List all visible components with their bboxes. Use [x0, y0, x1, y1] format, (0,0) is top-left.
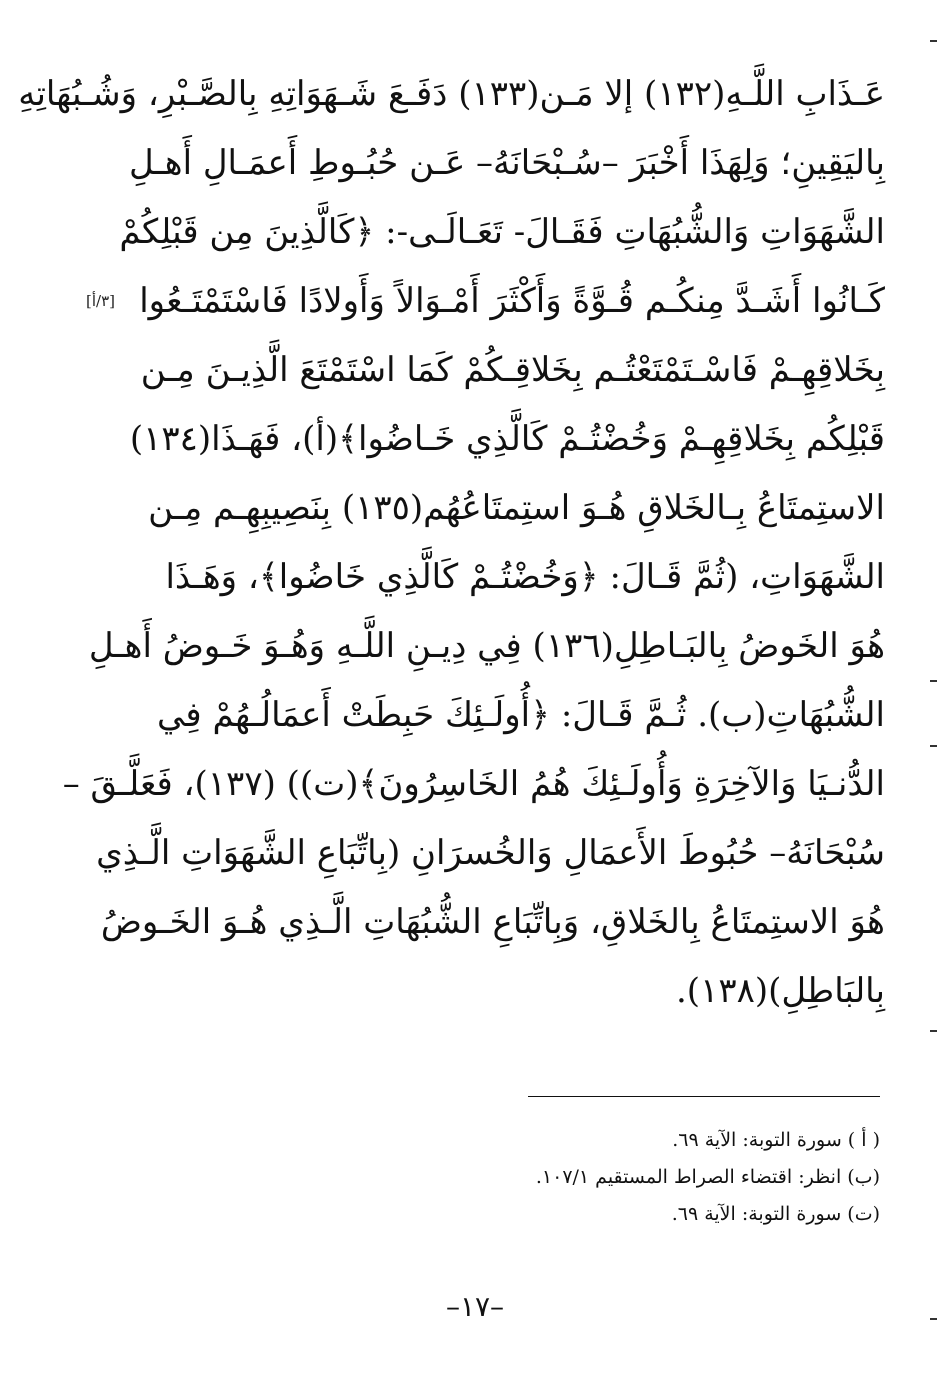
text-line: الشَّهَوَاتِ وَالشُّبُهَاتِ فَقَـالَ- تَعَـالَـى-: ﴿كَالَّذِينَ مِن قَبْلِكُمْ — [119, 212, 885, 252]
footnote-separator — [528, 1096, 880, 1097]
text-line: بِخَلاقِهِـمْ فَاسْـتَمْتَعْتُـم بِخَلاقِـكُمْ كَمَا اسْتَمْتَعَ الَّذِيـنَ مِـن — [140, 350, 885, 390]
text-line: الشُّبُهَاتِ(ب). ثُـمَّ قَـالَ: ﴿أُولَـئِكَ حَبِطَتْ أَعمَالُـهُمْ فِي — [157, 695, 885, 735]
text-line: بِالبَاطِلِ)(١٣٨). — [675, 971, 885, 1011]
text-line: سُبْحَانَهُ– حُبُوطَ الأَعمَالِ وَالخُسرَانِ (بِاتِّبَاعِ الشَّهَوَاتِ الَّـذِي — [96, 833, 885, 873]
scan-mark — [930, 745, 937, 747]
text-line: هُوَ الخَوضُ بِالبَـاطِلِ(١٣٦) فِي دِيـنِ اللَّـهِ وَهُـوَ خَـوضُ أَهـلِ — [88, 626, 885, 666]
text-line: بِاليَقِينِ؛ وَلِهَذَا أَخْبَرَ –سُـبْحَانَهُ– عَـن حُبُـوطِ أَعمَـالِ أَهـلِ — [128, 143, 885, 183]
footnote: ( أ ) سورة التوبة: الآية ٦٩. — [672, 1129, 880, 1151]
footnotes-block — [300, 1122, 880, 1233]
text-line: كَـانُوا أَشَـدَّ مِنكُـم قُـوَّةً وَأَكْثَرَ أَمْـوَالاً وَأَولادًا فَاسْتَمْتَـعُوا — [139, 281, 885, 321]
text-line: هُوَ الاستِمتَاعُ بِالخَلاقِ، وَبِاتِّبَاعِ الشُّبُهَاتِ الَّـذِي هُـوَ الخَـوضُ — [100, 902, 885, 942]
footnote: (ب) انظر: اقتضاء الصراط المستقيم ١٠٧/١. — [535, 1166, 880, 1188]
text-line: عَـذَابِ اللَّـهِ(١٣٢) إلا مَـن(١٣٣) دَفَـعَ شَـهَوَاتِهِ بِالصَّـبْرِ، وَشُـبُهَاتِهِ — [18, 74, 885, 114]
scan-mark — [930, 680, 937, 682]
text-line: قَبْلِكُم بِخَلاقِهِـمْ وَخُضْتُـمْ كَالَّذِي خَـاضُوا﴾(أ)، فَهَـذَا(١٣٤) — [129, 419, 885, 459]
page-number: –١٧– — [445, 1290, 505, 1323]
footnote: (ت) سورة التوبة: الآية ٦٩. — [671, 1203, 880, 1225]
scan-mark — [930, 1030, 937, 1032]
scan-mark — [930, 1318, 937, 1320]
text-line: الشَّهَوَاتِ، (ثُمَّ قَـالَ: ﴿وَخُضْتُـمْ كَالَّذِي خَاضُوا﴾، وَهَـذَا — [165, 557, 885, 597]
text-line: الدُّنـيَا وَالآخِرَةِ وَأُولَـئِكَ هُمُ الخَاسِرُونَ﴾(ت)) (١٣٧)، فَعَلَّـقَ – — [62, 764, 885, 804]
scan-mark — [930, 40, 937, 42]
text-line: الاستِمتَاعُ بِـالخَلاقِ هُـوَ استِمتَاعُهُم(١٣٥) بِنَصِيبِهِـم مِـن — [148, 488, 885, 528]
manuscript-folio-reference: [٣/أ] — [86, 292, 115, 310]
